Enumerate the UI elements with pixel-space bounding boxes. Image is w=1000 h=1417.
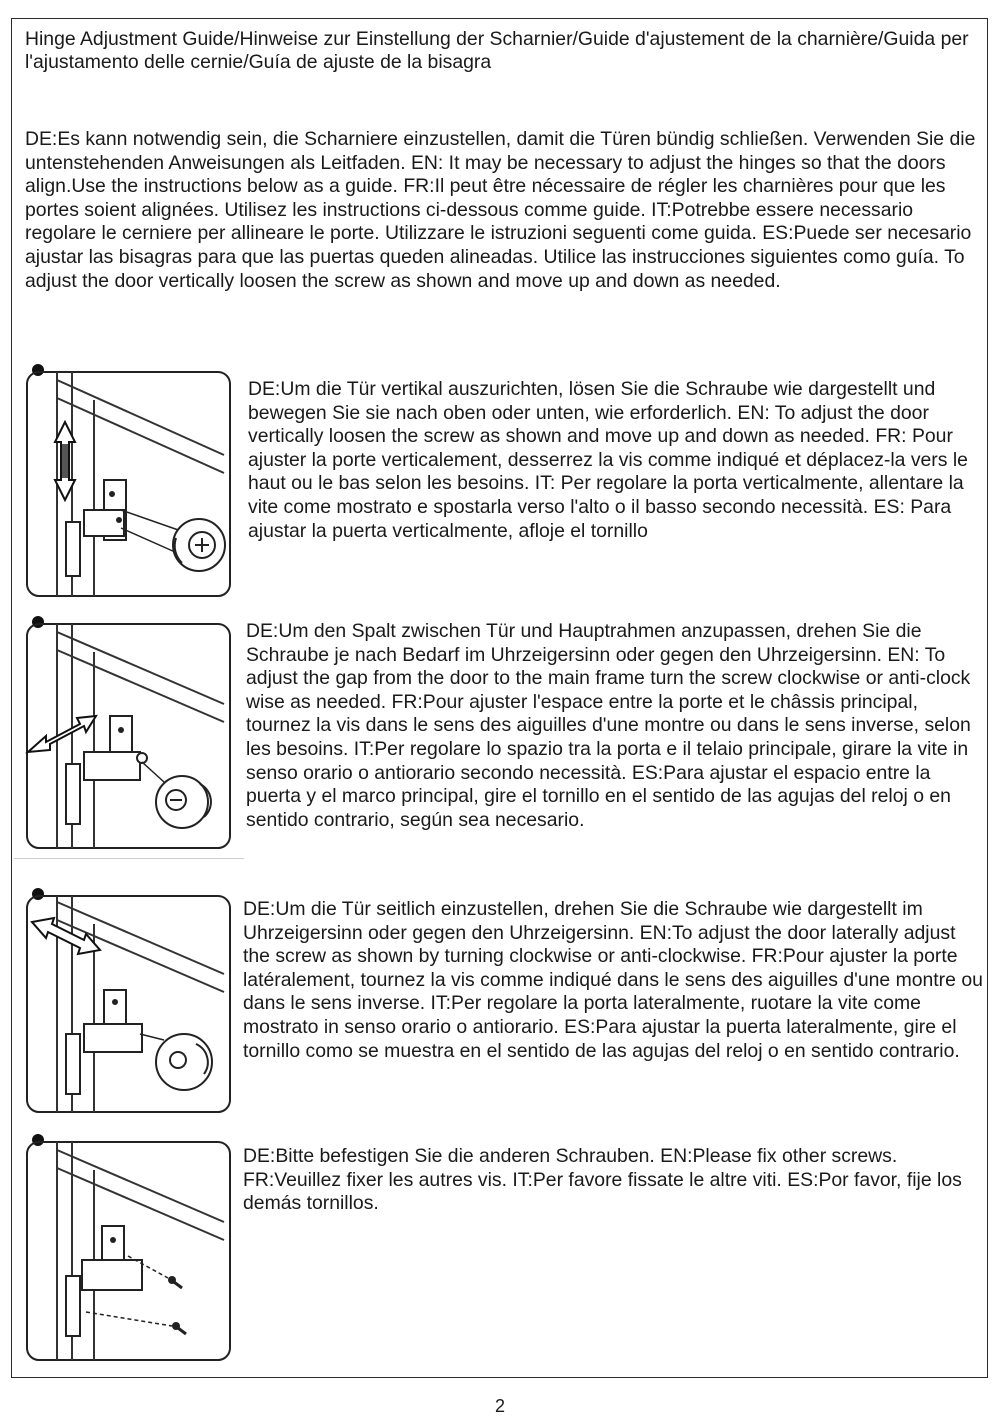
step-2-text: DE:Um den Spalt zwischen Tür und Hauptrahmen anzupassen, drehen Sie die Schraube je nach Bedarf im Uhrzeigersinn oder gegen den Uhrzeigersinn. EN: To adjust the gap from the door to the main frame turn the screw clockwise or anti-clock wise as needed. FR:Pour ajuster l'espace entre la porte et le châssis principal, tournez la vis dans le sens des aiguilles d'une montre ou dans le sens inverse, selon les besoins. IT:Per regolare lo spazio tra la porta e il telaio principale, girare la vite in senso orario o antiorario secondo necessità. ES:Para ajustar el espacio entre la puerta y el marco principal, gire el tornillo en el sentido de las agujas del reloj o en sentido contrario, según sea necesario. — [246, 620, 971, 831]
step-3-text: DE:Um die Tür seitlich einzustellen, drehen Sie die Schraube wie dargestellt im Uhrzeigersinn oder gegen den Uhrzeigersinn. EN:To adjust the door laterally adjust the screw as shown by turning clockwise or anti-clockwise. FR:Pour ajuster la porte latéralement, tournez la vis comme indiqué dans le sens des aiguilles d'une montre ou dans le sens inverse. IT:Per regolare la porta lateralmente, ruotare la vite come mostrato in senso orario o antiorario. ES:Para ajustar la puerta lateralmente, gire el tornillo como se muestra en el sentido de las agujas del reloj o en sentido contrario. — [243, 898, 983, 1062]
divider — [14, 858, 244, 859]
document-title: Hinge Adjustment Guide/Hinweise zur Einstellung der Scharnier/Guide d'ajustement de la charnière/Guida per l'ajustamento delle cernie/Guía de ajuste de la bisagra — [25, 28, 969, 73]
step-2-illustration — [24, 612, 232, 852]
page-number: 2 — [494, 1396, 505, 1416]
step-3-illustration — [24, 884, 232, 1116]
step-1-text: DE:Um die Tür vertikal auszurichten, lösen Sie die Schraube wie dargestellt und bewegen Sie sie nach oben oder unten, wie erforderlich. EN: To adjust the door vertically loosen the screw as shown and move up and down as needed. FR: Pour ajuster la porte verticalement, desserrez la vis comme indiqué et déplacez-la vers le haut ou le bas selon les besoins. IT: Per regolare la porta verticalmente, allentare la vite come mostrato e spostarla verso l'alto o il basso secondo necessità. ES: Para ajustar la puerta verticalmente, afloje el tornillo — [248, 378, 968, 542]
step-4-illustration — [24, 1130, 232, 1364]
depth-adjust-arrow-icon — [28, 716, 96, 752]
intro-paragraph: DE:Es kann notwendig sein, die Scharniere einzustellen, damit die Türen bündig schließen. Verwenden Sie die untenstehenden Anweisungen als Leitfaden. EN: It may be necessary to adjust the hinges so that the doors align.Use the instructions below as a guide. FR:Il peut être nécessaire de régler les charnières pour que les portes soient alignées. Utilisez les instructions ci-dessous comme guide. IT:Potrebbe essere necessario regolare le cerniere per allineare le porte. Utilizzare le istruzioni seguenti come guida. ES:Puede ser necesario ajustar las bisagras para que las puertas queden alineadas. Utilice las instrucciones siguientes como guía. To adjust the door vertically loosen the screw as shown and move up and down as needed. — [25, 128, 976, 292]
step-4-text: DE:Bitte befestigen Sie die anderen Schrauben. EN:Please fix other screws. FR:Veuillez fixer les autres vis. IT:Per favore fissate le altre viti. ES:Por favor, fije los demás tornillos. — [243, 1145, 962, 1215]
step-1-illustration — [24, 360, 232, 600]
